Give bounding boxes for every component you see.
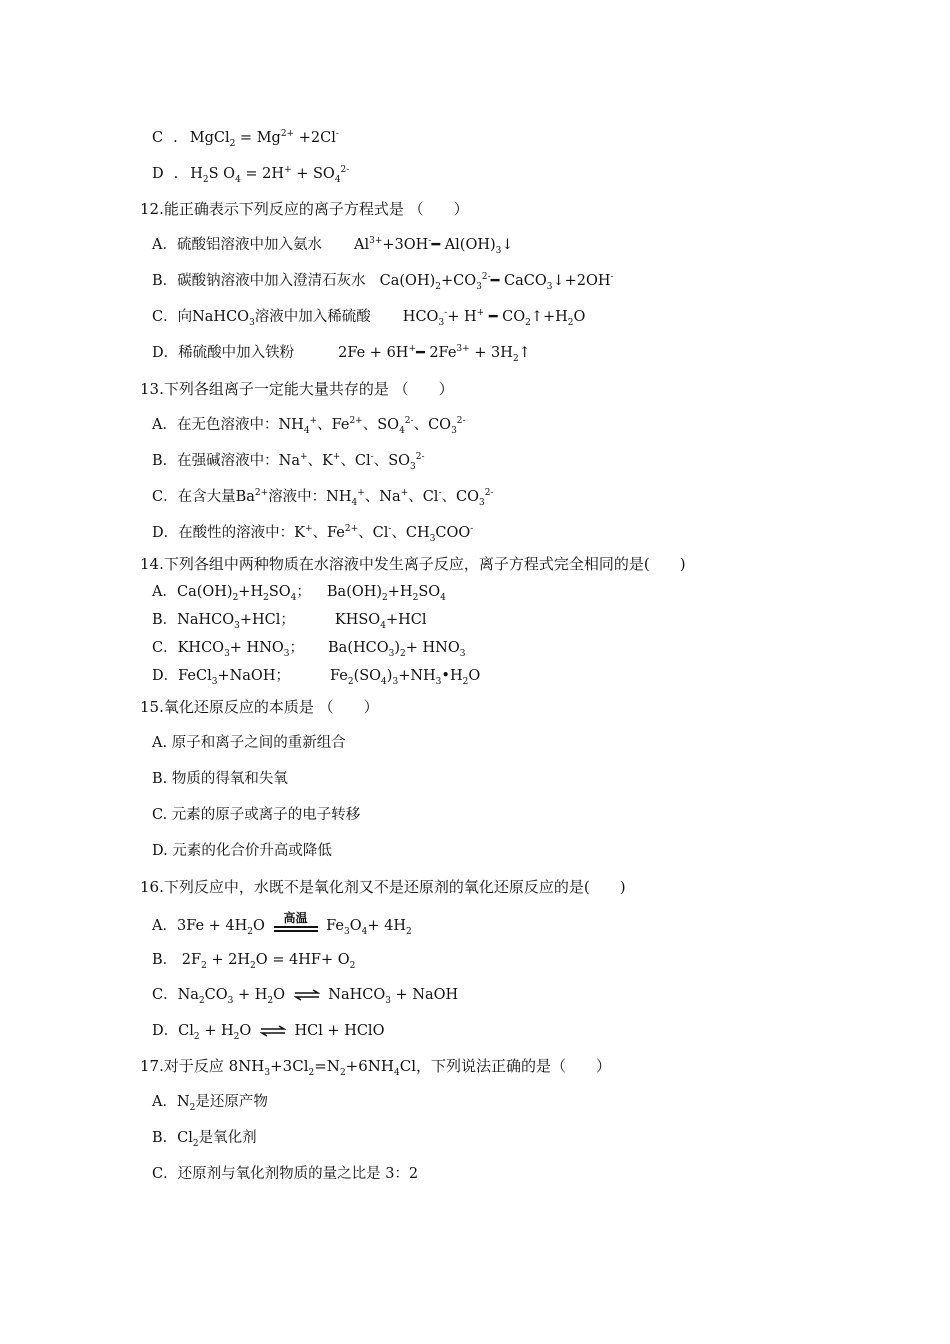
option-c-mgcl2: C . MgCl$_2$ = $Mg^{2+} +2Cl^-$: [152, 129, 339, 149]
question-14: 14.下列各组中两种物质在水溶液中发生离子反应，离子方程式完全相同的是( ): [140, 555, 686, 573]
option-16c: C．$Na_2CO_3 + H_2O$ NaHCO$_3$ + NaOH: [152, 987, 459, 1006]
option-13c: C．在含大量$Ba^{2+}$溶液中：$NH_4^+$、Na+、Cl-、$CO_3^{2-}$: [152, 488, 494, 508]
equilibrium-arrow-icon: [260, 1025, 286, 1037]
option-13a: A．在无色溶液中：$NH_4^+$、$Fe^{2+}$、$SO_4^{2-}$、$CO_3^{2-}$: [152, 416, 466, 436]
option-16d: D．$Cl_2 + H_2O$ HCl + HClO: [152, 1023, 385, 1042]
question-12: 12.能正确表示下列反应的离子方程式是 （ ）: [140, 200, 469, 218]
option-14b: B．NaHCO$_3$+HCl； $KHSO_4+HCl$: [152, 612, 427, 631]
option-15b: B. 物质的得氧和失氧: [152, 771, 288, 787]
equilibrium-arrow-icon: [294, 989, 320, 1001]
option-16a: A．$3Fe + 4H_2O$ 高温 $Fe_3O_4+ 4H_2$: [152, 911, 412, 937]
high-temperature-condition: 高温: [274, 916, 318, 936]
option-14d: D．FeCl$_3$+NaOH； $Fe_2(SO_4)_3+NH_3•H_2O$: [152, 668, 481, 687]
option-17a: A．$N_2$是还原产物: [152, 1094, 268, 1113]
option-15c: C. 元素的原子或离子的电子转移: [152, 807, 361, 823]
option-14a: A．$Ca(OH)_2+H_2SO_4$； $Ba(OH)_2+H_2SO_4$: [152, 584, 446, 603]
option-16b: B． $2F_2 + 2H_2O = 4HF+ O_2$: [152, 952, 356, 971]
option-d-h2so4: D . $H_2S$ $O_4 = 2H^+ + SO_4^{2-}$: [152, 165, 350, 185]
option-12b: B．碳酸钠溶液中加入澄清石灰水 $Ca(OH)_2+CO_3^{2-}━$ CaCO$_3$↓+2OH-: [152, 272, 614, 292]
option-13d: D．在酸性的溶液中：K+、$Fe^{2+}$、Cl-、$CH_3COO^-$: [152, 524, 474, 544]
option-14c: C．$KHCO_3+ HNO_3$； $Ba(HCO_3)_2+ HNO_3$: [152, 640, 466, 659]
option-13b: B．在强碱溶液中：Na+、K+、Cl-、$SO_3^{2-}$: [152, 452, 425, 472]
option-12d: D．稀硫酸中加入铁粉 2Fe + 6H+━ $2Fe^{3+}$ + $3H_2↑$: [152, 344, 531, 364]
option-12c: C．向NaHCO$_3$溶液中加入稀硫酸 $HCO_3^-+ H^+$ ━ $CO_2↑+H_2O$: [152, 308, 586, 328]
question-15: 15.氧化还原反应的本质是 （ ）: [140, 698, 379, 716]
option-15a: A. 原子和离子之间的重新组合: [152, 735, 346, 751]
option-17c: C．还原剂与氧化剂物质的量之比是 3：2: [152, 1166, 419, 1182]
option-12a: A．硫酸铝溶液中加入氨水 $Al^{3+}+3OH^-━$ $Al(OH)_3↓$: [152, 236, 514, 256]
option-17b: B．$Cl_2$是氧化剂: [152, 1130, 257, 1149]
question-13: 13.下列各组离子一定能大量共存的是 （ ）: [140, 380, 454, 398]
question-16: 16.下列反应中，水既不是氧化剂又不是还原剂的氧化还原反应的是( ): [140, 878, 626, 896]
question-17: 17.对于反应 $8NH_3+3Cl_2=N_2+6NH_4Cl$，下列说法正确的是（ ）: [140, 1057, 612, 1078]
option-15d: D. 元素的化合价升高或降低: [152, 843, 332, 859]
